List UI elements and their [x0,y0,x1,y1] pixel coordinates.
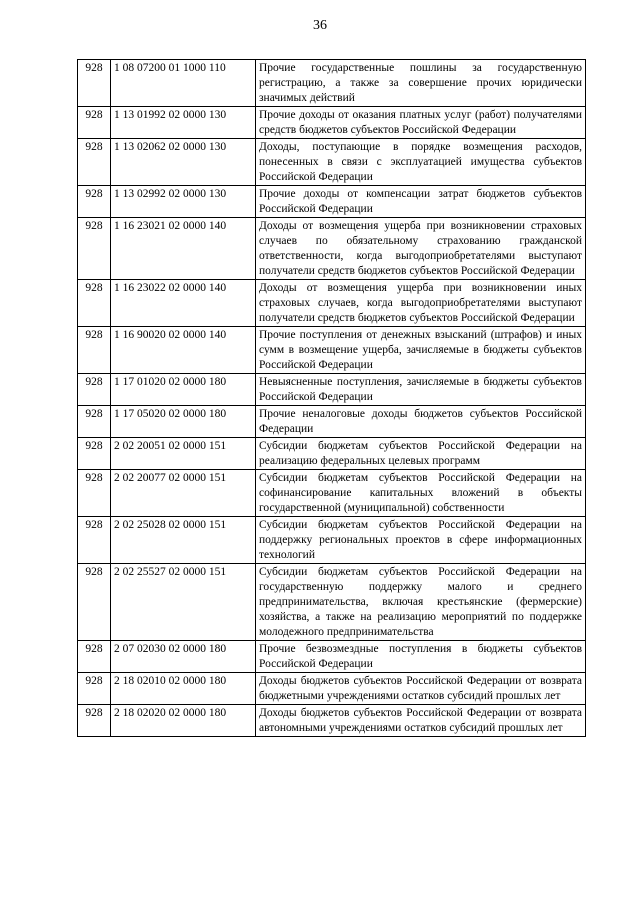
table-row [78,107,586,139]
table-row [78,470,586,517]
budget-code-cell: 2 18 02010 02 0000 180 [111,673,256,705]
table-row [78,517,586,564]
table-row [78,186,586,218]
description-cell: Доходы от возмещения ущерба при возникновении иных страховых случаев, когда выгодоприобретателями выступают получатели средств бюджетов субъектов Российской Федерации [256,280,586,327]
admin-code-cell: 928 [78,186,111,218]
table-row [78,280,586,327]
admin-code-cell: 928 [78,327,111,374]
admin-code-cell: 928 [78,438,111,470]
budget-code-cell: 2 02 25028 02 0000 151 [111,517,256,564]
description-cell: Прочие доходы от оказания платных услуг (работ) получателями средств бюджетов субъектов Российской Федерации [256,107,586,139]
admin-code-cell: 928 [78,218,111,280]
description-cell: Прочие неналоговые доходы бюджетов субъектов Российской Федерации [256,406,586,438]
budget-code-cell: 2 18 02020 02 0000 180 [111,705,256,737]
description-cell: Невыясненные поступления, зачисляемые в бюджеты субъектов Российской Федерации [256,374,586,406]
description-cell: Прочие государственные пошлины за государственную регистрацию, а также за совершение прочих юридически значимых действий [256,60,586,107]
table-row [78,327,586,374]
description-cell: Прочие поступления от денежных взысканий (штрафов) и иных сумм в возмещение ущерба, зачисляемые в бюджеты субъектов Российской Федерации [256,327,586,374]
table-row [78,60,586,107]
budget-code-cell: 1 13 02062 02 0000 130 [111,139,256,186]
description-cell: Субсидии бюджетам субъектов Российской Федерации на государственную поддержку малого и среднего предпринимательства, включая крестьянские (фермерские) хозяйства, а также на реализацию мероприятий по поддержке молодежного предпринимательства [256,564,586,641]
budget-code-cell: 2 07 02030 02 0000 180 [111,641,256,673]
admin-code-cell: 928 [78,564,111,641]
description-cell: Субсидии бюджетам субъектов Российской Федерации на поддержку региональных проектов в сфере информационных технологий [256,517,586,564]
admin-code-cell: 928 [78,705,111,737]
admin-code-cell: 928 [78,673,111,705]
budget-code-cell: 2 02 20051 02 0000 151 [111,438,256,470]
budget-code-cell: 1 16 23021 02 0000 140 [111,218,256,280]
admin-code-cell: 928 [78,280,111,327]
description-cell: Прочие доходы от компенсации затрат бюджетов субъектов Российской Федерации [256,186,586,218]
budget-code-cell: 1 17 05020 02 0000 180 [111,406,256,438]
table-row [78,705,586,737]
budget-code-cell: 2 02 20077 02 0000 151 [111,470,256,517]
table-row [78,564,586,641]
description-cell: Доходы от возмещения ущерба при возникновении страховых случаев по обязательному страхованию гражданской ответственности, когда выгодоприобретателями выступают получатели средств бюджетов субъектов Российской Федерации [256,218,586,280]
page-number: 36 [313,18,327,33]
budget-code-cell: 1 13 02992 02 0000 130 [111,186,256,218]
budget-code-cell: 1 16 23022 02 0000 140 [111,280,256,327]
budget-code-cell: 1 17 01020 02 0000 180 [111,374,256,406]
budget-code-cell: 2 02 25527 02 0000 151 [111,564,256,641]
table-row [78,139,586,186]
description-cell: Доходы бюджетов субъектов Российской Федерации от возврата автономными учреждениями остатков субсидий прошлых лет [256,705,586,737]
admin-code-cell: 928 [78,107,111,139]
budget-code-cell: 1 16 90020 02 0000 140 [111,327,256,374]
table-row [78,374,586,406]
admin-code-cell: 928 [78,641,111,673]
description-cell: Субсидии бюджетам субъектов Российской Федерации на реализацию федеральных целевых программ [256,438,586,470]
table-row [78,218,586,280]
admin-code-cell: 928 [78,517,111,564]
table-row [78,673,586,705]
table-row [78,438,586,470]
description-cell: Доходы, поступающие в порядке возмещения расходов, понесенных в связи с эксплуатацией имущества субъектов Российской Федерации [256,139,586,186]
budget-codes-table [77,59,586,737]
admin-code-cell: 928 [78,406,111,438]
description-cell: Субсидии бюджетам субъектов Российской Федерации на софинансирование капитальных вложений в объекты государственной (муниципальной) собственности [256,470,586,517]
admin-code-cell: 928 [78,139,111,186]
table-row [78,641,586,673]
admin-code-cell: 928 [78,60,111,107]
admin-code-cell: 928 [78,470,111,517]
budget-code-cell: 1 13 01992 02 0000 130 [111,107,256,139]
table-row [78,406,586,438]
budget-code-cell: 1 08 07200 01 1000 110 [111,60,256,107]
description-cell: Прочие безвозмездные поступления в бюджеты субъектов Российской Федерации [256,641,586,673]
description-cell: Доходы бюджетов субъектов Российской Федерации от возврата бюджетными учреждениями остатков субсидий прошлых лет [256,673,586,705]
admin-code-cell: 928 [78,374,111,406]
